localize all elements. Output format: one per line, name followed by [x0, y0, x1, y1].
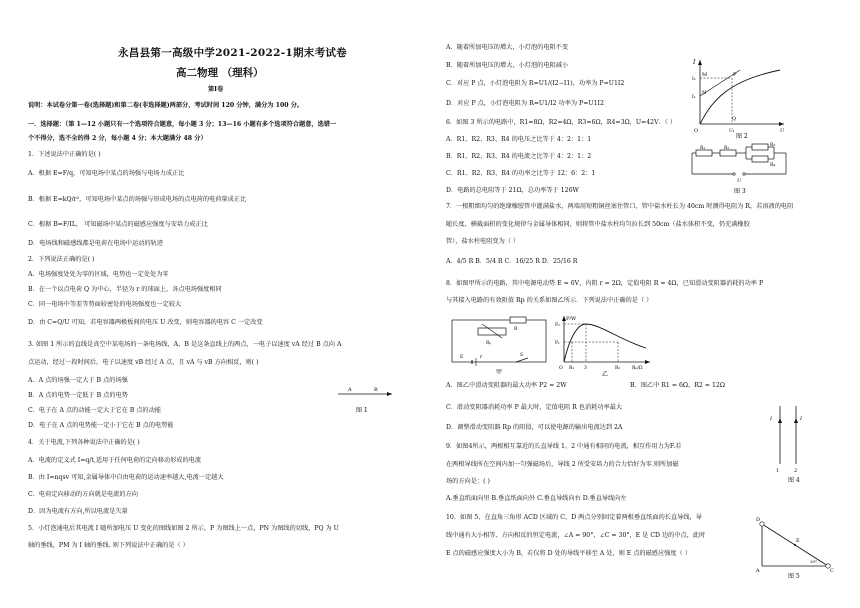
question-3-line1: 3. 如图 1 所示的直线是真空中某电场的一条电场线，A、B 是这条直线上的两点，一电子以速度 vA 经过 B 点向 A	[28, 341, 342, 348]
q4-option-d: D．因为电流有方向,所以电流是矢量	[28, 508, 128, 515]
instructions: 说明：本试卷分第一卷(选择题)和第二卷(非选择题)两部分，考试时间 120 分钟，满分为 100 分。	[28, 102, 304, 109]
figure-3-caption: 图 3	[734, 188, 746, 195]
question-5-line2: 轴的垂线，PM 为 I 轴的垂线. 则下列说法中正确的是（ ）	[28, 542, 189, 549]
question-7-line2: 随长度、横截面积的变化规律与金属导体相同，则将管中盐水柱均匀拉长到 50cm（盐水体积不变，仍充满橡胶	[446, 221, 750, 228]
svg-text:R₂: R₂	[615, 366, 621, 371]
q3-option-a: A．A 点的场强一定大于 B 点的场强	[28, 377, 128, 384]
figure-8-right-caption: 乙	[602, 371, 609, 378]
question-8-line2: 与其接入电路的有效阻值 Rp 的关系如图乙所示．下列说法中正确的是（ ）	[446, 297, 653, 304]
svg-text:R₄: R₄	[770, 163, 776, 168]
q4-option-b: B．由 I=nqsv 可知,金属导体中自由电荷的运动速率越大,电流一定越大	[28, 474, 224, 481]
question-8-line1: 8．如图甲所示的电路，其中电源电动势 E = 6V，内阻 r = 2Ω，定值电阻 R = 4Ω，已知滑动变阻器消耗的功率 P	[446, 280, 764, 287]
figure-8-circuit	[448, 314, 550, 376]
q8-option-c: C．滑动变阻器消耗功率 P 最大时，定值电阻 R 也消耗功率最大	[446, 404, 623, 411]
question-10-line1: 10．如图 5，在直角三角形 ACD 区域的 C、D 两点分别固定着两根垂直纸面的长直导线，导	[446, 514, 702, 521]
figure-1	[336, 382, 396, 416]
figure-8-graph	[554, 312, 658, 378]
q3-option-b: B．A 点的电势一定低于 B 点的电势	[28, 392, 128, 399]
svg-text:N: N	[702, 90, 707, 96]
svg-text:R₃: R₃	[770, 143, 776, 148]
q1-option-d: D．电场线和磁感线都是电荷在电场中运动的轨迹	[28, 240, 163, 247]
svg-text:E: E	[796, 538, 800, 544]
question-7-line1: 7．一根粗细均匀的绝缘橡胶管中灌满盐水，两端用短粗铜丝塞住管口，管中盐水柱长为 40cm 时测得电阻为 R，若溶液的电阻	[446, 203, 794, 210]
svg-text:B: B	[374, 387, 378, 393]
svg-text:Q: Q	[732, 116, 737, 122]
svg-text:O: O	[559, 366, 563, 371]
school-title: 永昌县第一高级中学2021-2022-1期末考试卷	[118, 47, 347, 59]
q4-option-a: A．电流的定义式 I=q/t,适用于任何电荷的定向移动形成的电流	[28, 457, 202, 464]
figure-3	[690, 140, 794, 196]
question-2: 2．下列说法正确的是( )	[28, 256, 95, 263]
svg-text:E: E	[460, 355, 464, 360]
svg-text:D: D	[756, 517, 761, 523]
svg-text:P₂: P₂	[555, 323, 560, 328]
svg-text:R₁: R₁	[569, 366, 575, 371]
svg-text:O: O	[694, 128, 699, 134]
q6-option-b: B．R1、R2、R3、R4 的电流之比等于 4：2：1：2	[446, 153, 592, 160]
svg-text:30°: 30°	[810, 559, 818, 564]
q7-options: A．4/5 R B．5/4 R C．16/25 R D．25/16 R	[446, 258, 578, 265]
svg-text:M: M	[702, 72, 708, 78]
question-7-line3: 管），盐水柱电阻变为（ ）	[446, 238, 520, 245]
q2-option-b: B．在一个以点电荷 Q 为中心，半径为 r 的球面上，各点电场强度相同	[28, 286, 222, 293]
svg-text:1: 1	[776, 468, 780, 474]
q6-option-a: A．R1、R2、R3、R4 的电压之比等于 4：2：1：1	[446, 136, 592, 143]
q5-option-a: A．随着所加电压的增大，小灯泡的电阻不变	[446, 44, 569, 51]
question-6: 6．如图 3 所示的电路中，R1=8Ω，R2=4Ω，R3=6Ω，R4=3Ω，U=42V．（ ）	[446, 119, 676, 126]
q8-option-d: D．调整滑动变阻器 Rp 的阻值，可以使电源的输出电流达到 2A	[446, 424, 623, 431]
svg-text:Rₚ: Rₚ	[486, 341, 492, 346]
q1-option-b: B．根据 E=kQ/r²，可知电场中某点的场强与形成电场的点电荷的电荷量成正比	[28, 196, 247, 203]
subject-title: 高二物理 （理科）	[176, 67, 264, 79]
question-10-line2: 线中通有大小相等、方向相反的恒定电流，∠A = 90°，∠C = 30°，E 是 CD 边的中点，此时	[446, 532, 706, 539]
figure-2	[692, 56, 792, 140]
svg-text:I: I	[770, 416, 772, 422]
svg-text:U: U	[780, 128, 785, 134]
question-1: 1．下述说法中正确的是( )	[28, 151, 101, 158]
svg-text:S: S	[520, 353, 524, 358]
q1-option-a: A．根据 E=F/q，可知电场中某点的场强与电场力成正比	[28, 170, 185, 177]
svg-text:I₁: I₁	[692, 95, 696, 100]
svg-text:R: R	[514, 327, 518, 332]
svg-text:P: P	[733, 72, 737, 78]
svg-text:3: 3	[584, 366, 587, 371]
question-5-line1: 5．小灯泡通电后其电流 I 随所加电压 U 变化的图线如图 2 所示，P 为图线上一点，PN 为图线的切线，PQ 为 U	[28, 525, 339, 532]
svg-text:U: U	[737, 178, 742, 184]
q1-option-c: C．根据 B=F/IL， 可知磁场中某点的磁感应强度与安培力成正比	[28, 221, 208, 228]
mc-heading-line1: 一．选择题：（第 1—12 小题只有一个选项符合题意，每小题 3 分；13—16 小题有多个选项符合题意，选错一	[28, 121, 337, 128]
question-3-line2: 点运动，经过一段时间后，电子以速度 vB 经过 A 点，且 vA 与 vB 方向相反，则( )	[28, 359, 259, 366]
question-10-line3: E 点的磁感应强度大小为 B，若仅将 D 处的导线平移至 A 处，则 E 点的磁感应强度（ ）	[446, 550, 691, 557]
q3-option-c: C．电子在 A 点的动能一定大于它在 B 点的动能	[28, 407, 161, 414]
svg-text:P/W: P/W	[566, 316, 577, 322]
q2-option-c: C．同一电场中等差等势面较密处的电场强度也一定较大	[28, 301, 182, 308]
figure-2-caption: 图 2	[736, 133, 748, 140]
figure-5	[752, 516, 838, 580]
question-9-line1: 9．如图4所示，两根相互靠近的长直导线 1、2 中通有相同的电流，相互作用力为F.若	[446, 443, 682, 450]
q8-option-a: A．图乙中滑动变阻器的最大功率 P2 = 2W	[446, 382, 567, 389]
svg-text:A: A	[348, 387, 352, 393]
svg-text:R₂: R₂	[724, 146, 730, 151]
q9-options: A.垂直纸面向里 B.垂直纸面向外 C.垂直导线向右 D.垂直导线向左	[446, 495, 627, 502]
svg-text:Rₚ/Ω: Rₚ/Ω	[632, 366, 643, 371]
q5-option-c: C．对应 P 点，小灯泡电阻为 R=U1/(I2−I1)，功率为 P=U1I2	[446, 80, 625, 87]
q4-option-c: C．电荷定向移动的方向就是电流的方向	[28, 491, 138, 498]
svg-text:C: C	[830, 568, 834, 574]
q5-option-b: B．随着所加电压的增大，小灯泡的电阻减小	[446, 62, 569, 69]
svg-text:I: I	[693, 59, 696, 66]
q3-option-d: D．电子在 A 点的电势能一定小于它在 B 点的电势能	[28, 422, 174, 429]
figure-1-caption: 图 1	[356, 407, 368, 414]
q6-option-c: C．R1、R2、R3、R4 的功率之比等于 12：6：2：1	[446, 170, 596, 177]
svg-text:2: 2	[794, 468, 798, 474]
q6-option-d: D．电路的总电阻等于 21Ω，总功率等于 126W	[446, 187, 579, 194]
q2-option-d: D．由 C=Q/U 可知，若电容器两极板间的电压 U 改变，则电容器的电容 C 一定改变	[28, 319, 263, 326]
svg-text:U₁: U₁	[729, 129, 735, 134]
svg-text:I₂: I₂	[692, 77, 696, 82]
section-title: 第Ⅰ卷	[208, 86, 224, 93]
svg-text:I: I	[800, 416, 802, 422]
question-9-line2: 在两根导线所在空间内加一匀强磁场后，导线 2 所受安培力的合力恰好为零.则所加磁	[446, 461, 679, 468]
figure-4-caption: 图 4	[788, 477, 800, 484]
figure-4	[758, 398, 818, 488]
q8-option-b: B．图乙中 R1 = 6Ω，R2 = 12Ω	[630, 382, 725, 389]
question-9-line3: 场的方向是：( )	[446, 478, 490, 485]
svg-text:r: r	[480, 355, 483, 360]
svg-text:A: A	[756, 568, 760, 574]
figure-8-left-caption: 甲	[496, 369, 503, 376]
svg-text:P₁: P₁	[555, 341, 560, 346]
mc-heading-line2: 个不得分，选不全的得 2 分，每小题 4 分；本大题满分 48 分）	[28, 135, 207, 142]
svg-text:R₁: R₁	[700, 146, 706, 151]
question-4: 4．关于电流,下列各种说法中正确的是( )	[28, 439, 140, 446]
q5-option-d: D．对应 P 点，小灯泡电阻为 R=U1/I2 功率为 P=U1I2	[446, 100, 604, 107]
q2-option-a: A．电场强度处处为零的区域，电势也一定处处为零	[28, 271, 169, 278]
figure-5-caption: 图 5	[788, 573, 800, 580]
